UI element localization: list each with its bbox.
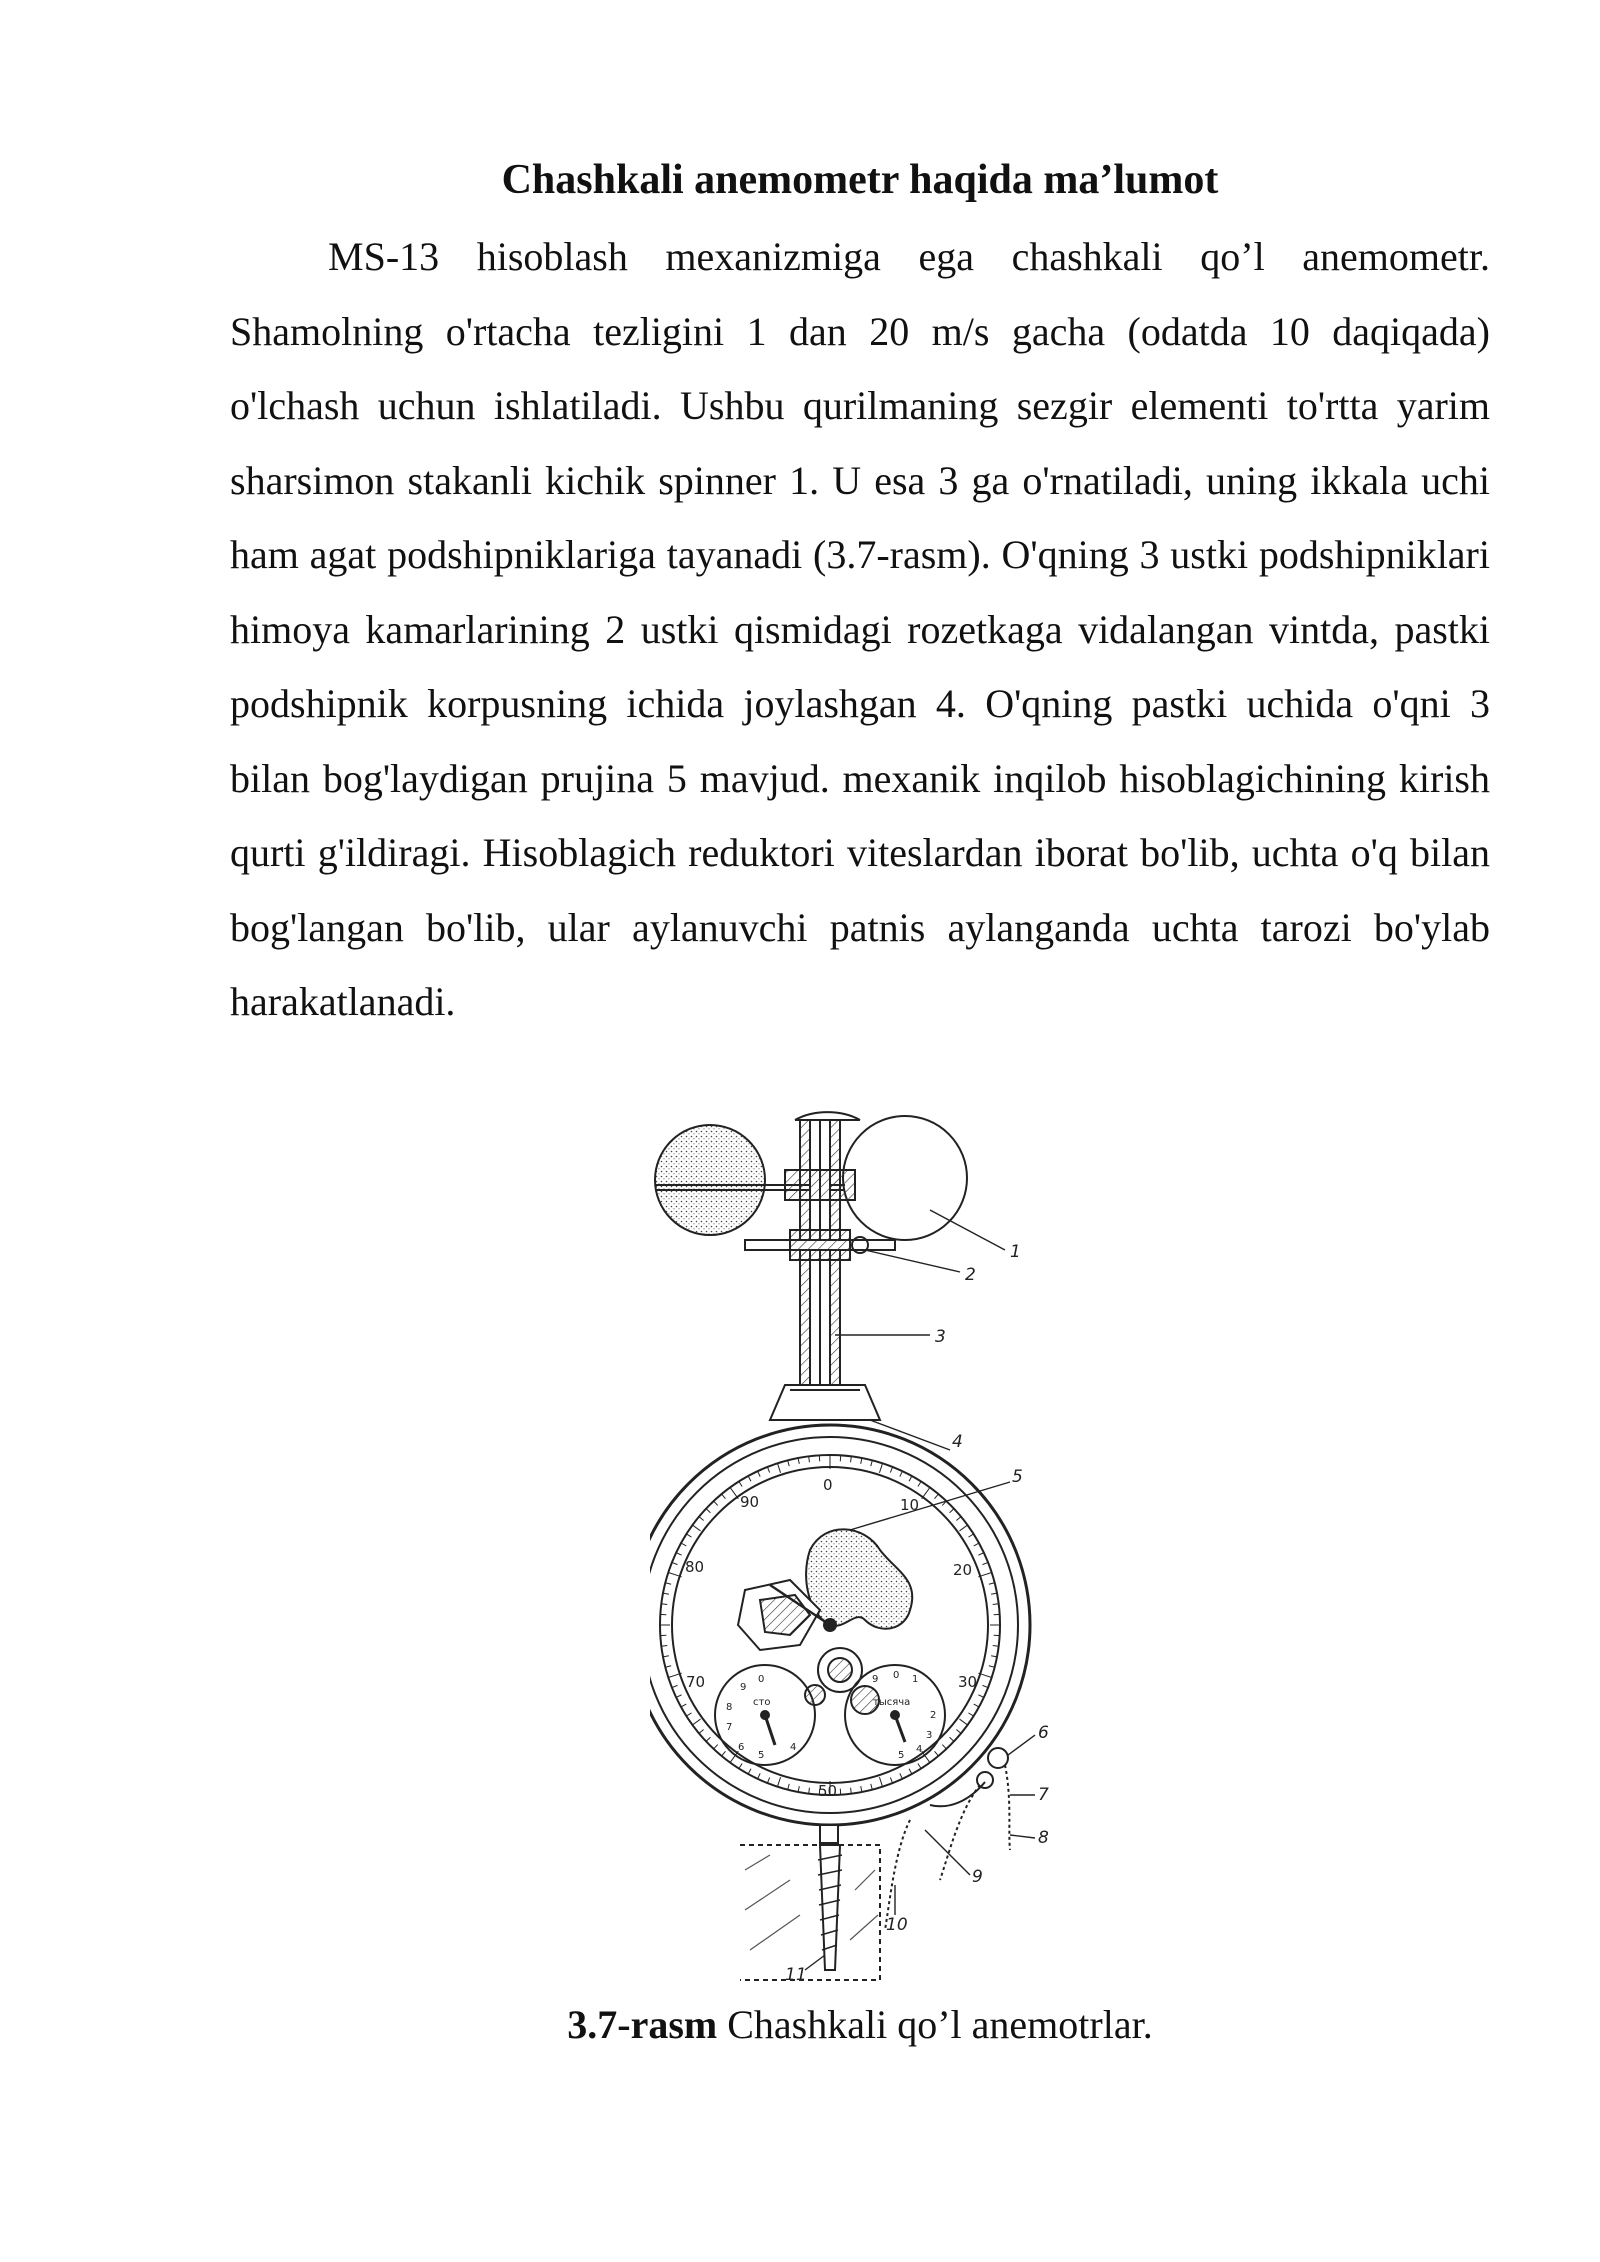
anemometer-figure bbox=[650, 1110, 1080, 1990]
dial-number: 50 bbox=[818, 1782, 838, 1800]
dial-number: 90 bbox=[740, 1493, 760, 1511]
subdial-number: 2 bbox=[930, 1710, 937, 1721]
figure-caption bbox=[230, 1997, 1490, 2053]
dial-number: 30 bbox=[958, 1673, 978, 1691]
subdial-number: 3 bbox=[926, 1730, 933, 1741]
caption-label: 3.7-rasm bbox=[567, 2002, 718, 2047]
dial-number: 10 bbox=[900, 1496, 920, 1514]
subdial-number: 0 bbox=[758, 1674, 765, 1685]
cup-right bbox=[843, 1116, 967, 1240]
anemometer-drawing bbox=[650, 1110, 1080, 1990]
callout-label: 6 bbox=[1038, 1723, 1049, 1743]
dial-number: 80 bbox=[685, 1558, 705, 1576]
callout-label: 8 bbox=[1038, 1828, 1049, 1848]
subdial-number: 6 bbox=[738, 1742, 745, 1753]
cup-left bbox=[655, 1125, 765, 1235]
subdial-number: 9 bbox=[872, 1674, 879, 1685]
callout-label: 9 bbox=[972, 1867, 983, 1887]
callout-label: 1 bbox=[1010, 1242, 1021, 1262]
callout-label: 2 bbox=[965, 1265, 976, 1285]
subdial-number: 1 bbox=[912, 1674, 919, 1685]
subdial-number: 4 bbox=[790, 1742, 797, 1753]
dial-number: 70 bbox=[686, 1673, 706, 1691]
callout-label: 4 bbox=[952, 1432, 963, 1452]
subdial-left-label: сто bbox=[753, 1697, 771, 1708]
subdial-number: 5 bbox=[898, 1750, 905, 1761]
dial-number: 20 bbox=[953, 1561, 973, 1579]
page-title: Chashkali anemometr haqida ma’lumot bbox=[501, 157, 1219, 203]
callout-label: 3 bbox=[935, 1327, 946, 1347]
callout-label: 11 bbox=[785, 1965, 807, 1985]
callout-label: 10 bbox=[886, 1915, 908, 1935]
subdial-right-label: тысяча bbox=[873, 1697, 911, 1708]
subdial-number: 8 bbox=[726, 1702, 733, 1713]
subdial-number: 5 bbox=[758, 1750, 765, 1761]
caption-text: Chashkali qo’l anemotrlar. bbox=[717, 2002, 1153, 2047]
subdial-number: 0 bbox=[893, 1670, 900, 1681]
callout-label: 7 bbox=[1038, 1785, 1049, 1805]
body-paragraph: MS-13 hisoblash mexanizmiga ega chashkali qo’l anemometr. Shamolning o'rtacha tezligini 1 dan 20 m/s gacha (odatda 10 daqiqada) o'lchash uchun ishlatiladi. Ushbu qurilmaning sezgir elementi to'rtta yarim sharsimon stakanli kichik spinner 1. U esa 3 ga o'rnatiladi, uning ikkala uchi ham agat podshipniklariga tayanadi (3.7-rasm). O'qning 3 ustki podshipniklari himoya kamarlarining 2 ustki qismidagi rozetkaga vidalangan vintda, pastki podshipnik korpusning ichida joylashgan 4. O'qning pastki uchida o'qni 3 bilan bog'laydigan prujina 5 mavjud. mexanik inqilob hisoblagichining kirish qurti g'ildiragi. Hisoblagich reduktori viteslardan iborat bo'lib, uchta o'q bilan bog'langan bo'lib, ular aylanuvchi patnis aylanganda uchta tarozi bo'ylab harakatlanadi. bbox=[230, 234, 1490, 1024]
callout-label: 5 bbox=[1012, 1467, 1023, 1487]
dial-number: 0 bbox=[823, 1476, 833, 1494]
subdial-number: 7 bbox=[726, 1722, 733, 1733]
subdial-number: 4 bbox=[916, 1744, 923, 1755]
subdial-number: 9 bbox=[740, 1682, 747, 1693]
